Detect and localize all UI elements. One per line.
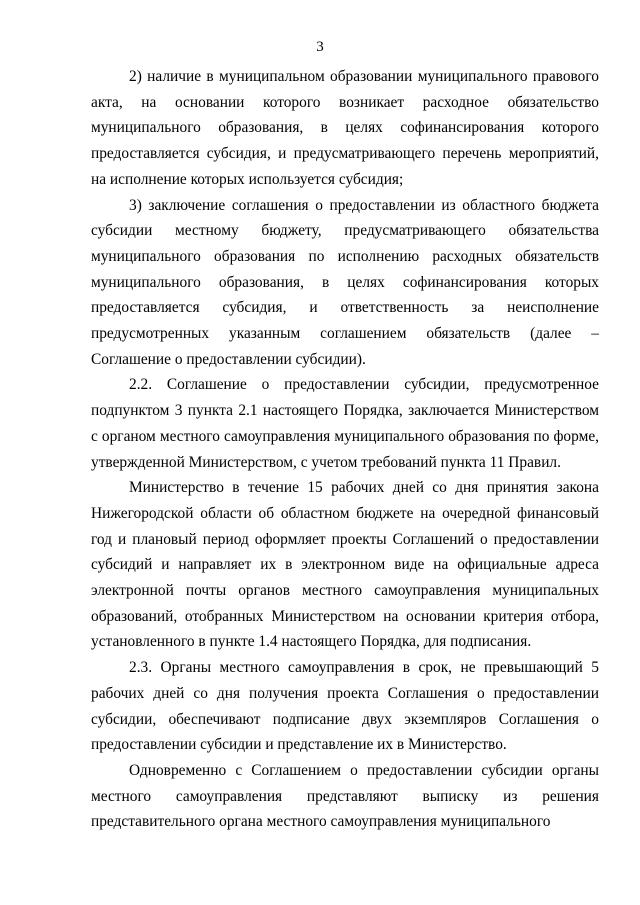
paragraph-2-2: 2.2. Соглашение о предоставлении субсидии, предусмотренное подпунктом 3 пункта 2.1 настоящего Порядка, заключается Министерством с органом местного самоуправления муниципального образования по форме, утвержденной Министерством, с учетом требований пункта 11 Правил. — [91, 376, 599, 471]
paragraph-ministry-deadline: Министерство в течение 15 рабочих дней со дня принятия закона Нижегородской области об областном бюджете на очередной финансовый год и плановый период оформляет проекты Соглашений о предоставлении субсидий и направляет их в электронном виде на официальные адреса электронной почты органов местного самоуправления муниципальных образований, отобранных Министерством на основании критерия отбора, установленного в пункте 1.4 настоящего Порядка, для подписания. — [91, 479, 599, 651]
page-number: 3 — [316, 39, 324, 55]
paragraph-2-3: 2.3. Органы местного самоуправления в срок, не превышающий 5 рабочих дней со дня получения проекта Соглашения о предоставлении субсидии, обеспечивают подписание двух экземпляров Соглашения о предоставлении субсидии и представление их в Министерство. — [91, 659, 599, 754]
paragraph-simultaneous-submission: Одновременно с Соглашением о предоставлении субсидии органы местного самоуправления представляют выписку из решения представительного органа местного самоуправления муниципального — [91, 761, 599, 831]
paragraph-item-2: 2) наличие в муниципальном образовании муниципального правового акта, на основании которого возникает расходное обязательство муниципального образования, в целях софинансирования которого предоставляется субсидия, и предусматривающего перечень мероприятий, на исполнение которых используется субсидия; — [91, 68, 599, 188]
paragraph-item-3: 3) заключение соглашения о предоставлении из областного бюджета субсидии местному бюджету, предусматривающего обязательства муниципального образования по исполнению расходных обязательств муниципального образования, в целях софинансирования которых предоставляется субсидия, и ответственность за неисполнение предусмотренных указанным соглашением обязательств (далее – Соглашение о предоставлении субсидии). — [91, 196, 599, 368]
document-body — [91, 64, 599, 835]
